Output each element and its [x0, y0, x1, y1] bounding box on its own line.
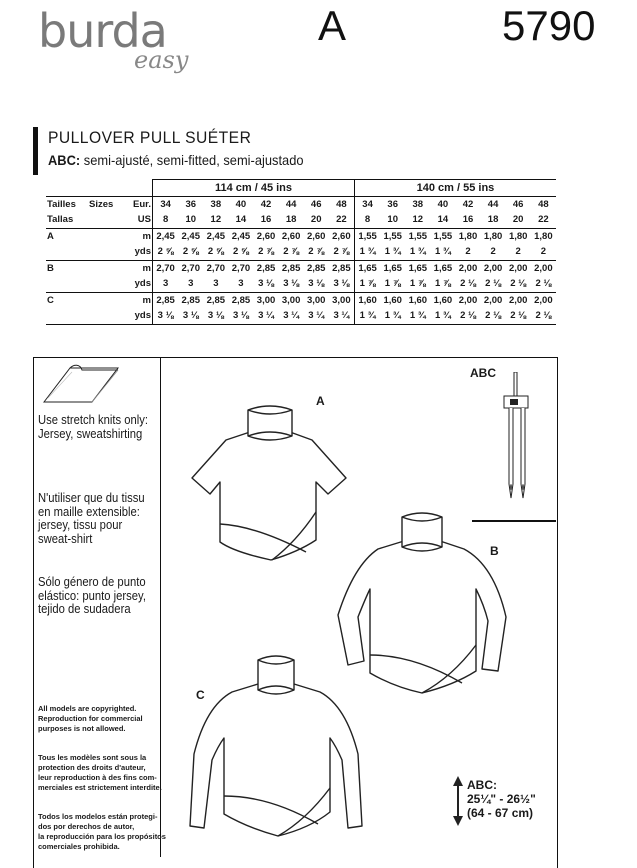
- note-line: tejido de sudadera: [38, 602, 131, 616]
- copyright-line: Todos los modelos están protegi-: [38, 812, 158, 821]
- unit-cell: m: [128, 260, 153, 276]
- yardage-114-cell: 3 ⅛: [258, 278, 274, 290]
- copyright-line: merciales est strictement interdite.: [38, 783, 162, 792]
- tallas-label: Tallas: [47, 214, 74, 226]
- yardage-140-cell: 2 ⅛: [460, 278, 476, 290]
- yardage-114-cell: 3 ⅛: [178, 308, 203, 324]
- size-us-cell: 8: [162, 214, 169, 226]
- size-us-cell: 16: [462, 214, 474, 226]
- yardage-114-cell: 2,70: [203, 260, 228, 276]
- empty-cell: [88, 212, 128, 228]
- width-header-row: [46, 180, 556, 197]
- note-line: Sólo género de punto: [38, 575, 146, 589]
- size-eur-cell: 46: [304, 196, 329, 212]
- yardage-140-cell: 2 ⅛: [455, 308, 480, 324]
- yardage-114-cell: 3 ⅛: [308, 278, 325, 290]
- yardage-row: [46, 276, 556, 292]
- yardage-114-cell: 2 ⅞: [329, 244, 355, 260]
- size-eur-cell: 42: [253, 196, 278, 212]
- yardage-140-cell: 1,65: [380, 260, 405, 276]
- size-eur-row: [46, 196, 556, 212]
- note-line: en maille extensible:: [38, 504, 140, 519]
- yardage-140-cell: 2: [465, 246, 471, 258]
- size-eur-cell: 42: [455, 196, 480, 212]
- yardage-140-cell: 2,00: [531, 292, 556, 308]
- yardage-114-cell: 2,70: [178, 260, 203, 276]
- empty-cell: [88, 180, 128, 197]
- note-line: sweat-shirt: [38, 531, 93, 546]
- sizes-label-en: Sizes: [88, 196, 128, 212]
- size-eur-cell: 48: [531, 196, 556, 212]
- copyright-line: la reproducción para los propósitos: [38, 832, 166, 841]
- yardage-140-cell: 2 ⅛: [506, 308, 531, 324]
- yardage-114-cell: 2 ⅞: [258, 246, 274, 258]
- yardage-140-cell: 1,60: [405, 292, 430, 308]
- size-us-cell: 20: [512, 214, 524, 226]
- size-us-cell: 8: [364, 214, 371, 226]
- fit-text: semi-ajusté, semi-fitted, semi-ajustado: [80, 152, 304, 168]
- yardage-140-cell: 1 ¾: [405, 308, 430, 324]
- view-a-label: A: [316, 394, 325, 408]
- size-us-cell: 14: [437, 214, 449, 226]
- garment-title: PULLOVER PULL SUÉTER: [48, 128, 252, 147]
- yardage-140-cell: 1,55: [405, 228, 430, 244]
- yardage-114-cell: 2 ⅝: [207, 246, 224, 258]
- view-code: [46, 308, 88, 324]
- yardage-140-cell: 2: [515, 246, 521, 258]
- unit-eur: Eur.: [128, 196, 153, 212]
- difficulty-letter: A: [318, 2, 347, 49]
- yardage-140-cell: 1,80: [455, 228, 480, 244]
- yardage-140-cell: 2,00: [481, 260, 506, 276]
- yardage-114-cell: 2 ⅝: [157, 246, 174, 258]
- yardage-114-cell: 2 ⅞: [283, 246, 300, 258]
- yardage-114-cell: 2,60: [329, 228, 355, 244]
- copyright-line: purposes is not allowed.: [38, 724, 126, 733]
- size-eur-cell: 40: [228, 196, 253, 212]
- yardage-114-cell: 2,60: [279, 228, 304, 244]
- length-code: ABC:: [467, 778, 497, 792]
- yardage-114-cell: 3: [213, 278, 219, 290]
- yardage-114-cell: 2,70: [153, 260, 179, 276]
- unit-us: US: [128, 212, 153, 228]
- size-us-cell: 18: [285, 214, 297, 226]
- yardage-140-cell: 1,80: [531, 228, 556, 244]
- yardage-114-cell: 2,60: [253, 228, 278, 244]
- note-line: elástico: punto jersey,: [38, 588, 146, 603]
- yardage-114-cell: 2,85: [203, 292, 228, 308]
- yardage-140-cell: 1 ⅞: [434, 278, 451, 290]
- yardage-114-cell: 3,00: [279, 292, 304, 308]
- yardage-140-cell: 1 ¾: [430, 308, 455, 324]
- unit-cell: m: [128, 292, 153, 308]
- yardage-140-cell: 1 ¾: [384, 246, 401, 258]
- length-arrow-icon: [452, 774, 464, 828]
- fit-code: ABC:: [48, 152, 81, 168]
- yardage-114-cell: 2 ⅞: [308, 246, 325, 258]
- view-c-label: C: [196, 688, 205, 702]
- yardage-row: [46, 292, 556, 308]
- yardage-114-cell: 3 ¼: [279, 308, 304, 324]
- view-code: A: [46, 228, 88, 244]
- yardage-114-cell: 2,45: [153, 228, 179, 244]
- empty-cell: [88, 308, 128, 324]
- empty-cell: [46, 180, 88, 197]
- size-us-cell: 18: [487, 214, 499, 226]
- view-code: [46, 244, 88, 260]
- fabric-bolt-icon: [40, 362, 122, 406]
- yardage-140-cell: 1,60: [354, 292, 380, 308]
- yardage-140-cell: 1,55: [430, 228, 455, 244]
- width-140-header: 140 cm / 55 ins: [354, 180, 556, 197]
- yardage-140-cell: 2 ⅛: [510, 278, 527, 290]
- yardage-row: [46, 244, 556, 260]
- yardage-114-cell: 3,00: [329, 292, 355, 308]
- yardage-140-cell: 1 ¾: [359, 246, 376, 258]
- yardage-114-cell: 3 ⅛: [203, 308, 228, 324]
- copyright-line: All models are copyrighted.: [38, 704, 137, 713]
- yardage-140-cell: 2,00: [531, 260, 556, 276]
- copyright-en: [38, 704, 143, 734]
- yardage-140-cell: 1 ¾: [354, 308, 380, 324]
- yardage-140-cell: 2,00: [481, 292, 506, 308]
- fabric-note-fr: [38, 492, 145, 546]
- yardage-114-cell: 2,45: [178, 228, 203, 244]
- yardage-114-cell: 3 ¼: [253, 308, 278, 324]
- fabric-note-en: [38, 414, 148, 441]
- garment-c-illustration: [186, 650, 366, 850]
- view-b-label: B: [490, 544, 499, 558]
- yardage-114-cell: 2,70: [228, 260, 253, 276]
- yardage-140-cell: 2,00: [455, 292, 480, 308]
- unit-cell: yds: [128, 244, 153, 260]
- view-code: B: [46, 260, 88, 276]
- yardage-114-cell: 2,85: [153, 292, 179, 308]
- yardage-114-cell: 2,85: [329, 260, 355, 276]
- size-eur-cell: 36: [380, 196, 405, 212]
- size-eur-cell: 34: [354, 196, 380, 212]
- yardage-114-cell: 3 ¼: [329, 308, 355, 324]
- yardage-114-cell: 2,85: [304, 260, 329, 276]
- yardage-140-cell: 1,55: [380, 228, 405, 244]
- size-us-row: [46, 212, 556, 228]
- yardage-114-cell: 3 ⅛: [329, 276, 355, 292]
- yardage-140-cell: 1 ¾: [380, 308, 405, 324]
- unit-cell: yds: [128, 276, 153, 292]
- size-eur-cell: 36: [178, 196, 203, 212]
- yardage-140-cell: 1 ⅞: [409, 278, 426, 290]
- yardage-114-cell: 2 ⅝: [182, 246, 199, 258]
- copyright-line: Reproduction for commercial: [38, 714, 143, 723]
- burda-logo: [38, 4, 189, 74]
- size-us-cell: 22: [538, 214, 549, 226]
- yardage-140-cell: 1,55: [354, 228, 380, 244]
- yardage-140-cell: 2 ⅛: [481, 308, 506, 324]
- brand-sub: easy: [134, 46, 189, 74]
- pattern-number: 5790: [502, 2, 596, 49]
- size-eur-cell: 46: [506, 196, 531, 212]
- empty-cell: [88, 260, 128, 276]
- copyright-line: protection des droits d'auteur,: [38, 763, 146, 772]
- copyright-line: dos por derechos de autor,: [38, 822, 135, 831]
- garment-a-illustration: [186, 402, 356, 567]
- empty-cell: [88, 292, 128, 308]
- yardage-140-cell: 1,65: [430, 260, 455, 276]
- yardage-140-cell: 1 ¾: [409, 246, 426, 258]
- yardage-114-cell: 2,85: [253, 260, 278, 276]
- yardage-114-cell: 2,85: [178, 292, 203, 308]
- yardage-row: [46, 308, 556, 324]
- yardage-114-cell: 2,85: [279, 260, 304, 276]
- view-code: [46, 276, 88, 292]
- empty-cell: [88, 276, 128, 292]
- size-us-cell: 20: [310, 214, 322, 226]
- yardage-114-cell: 2,45: [228, 228, 253, 244]
- note-line: jersey, tissu pour: [38, 518, 123, 532]
- yardage-114-cell: 3,00: [304, 292, 329, 308]
- copyright-line: Tous les modèles sont sous la: [38, 753, 147, 762]
- yardage-140-cell: 1 ⅞: [359, 278, 376, 290]
- yardage-140-cell: 2,00: [506, 292, 531, 308]
- length-cm: (64 - 67 cm): [467, 806, 534, 820]
- yardage-114-cell: 3: [238, 278, 244, 290]
- yardage-140-cell: 1 ⅞: [384, 278, 401, 290]
- yardage-114-cell: 3: [188, 278, 194, 290]
- size-eur-cell: 48: [329, 196, 355, 212]
- size-us-cell: 14: [235, 214, 247, 226]
- yardage-114-cell: 3: [162, 278, 169, 290]
- size-eur-cell: 38: [405, 196, 430, 212]
- yardage-row: [46, 260, 556, 276]
- size-us-cell: 10: [185, 214, 197, 226]
- yardage-140-cell: 1,80: [506, 228, 531, 244]
- yardage-140-cell: 1,65: [354, 260, 380, 276]
- yardage-140-cell: 1,60: [380, 292, 405, 308]
- unit-cell: yds: [128, 308, 153, 324]
- size-eur-cell: 34: [153, 196, 179, 212]
- yardage-table: [46, 179, 556, 325]
- empty-cell: [88, 228, 128, 244]
- yardage-140-cell: 2,00: [506, 260, 531, 276]
- note-line: Use stretch knits only:: [38, 413, 149, 427]
- yardage-row: [46, 228, 556, 244]
- fit-description: [48, 152, 304, 168]
- yardage-140-cell: 1,80: [481, 228, 506, 244]
- size-eur-cell: 40: [430, 196, 455, 212]
- length-note: [467, 778, 536, 820]
- copyright-fr: [38, 753, 162, 793]
- yardage-140-cell: 2 ⅛: [535, 278, 552, 290]
- title-accent-bar: [33, 127, 38, 175]
- yardage-140-cell: 2 ⅛: [485, 278, 502, 290]
- sizes-label-fr: Tailles: [46, 196, 88, 212]
- yardage-114-cell: 3 ⅛: [283, 278, 300, 290]
- yardage-140-cell: 1 ¾: [434, 246, 451, 258]
- copyright-line: comerciales prohibida.: [38, 842, 120, 851]
- size-us-cell: 12: [210, 214, 222, 226]
- size-eur-cell: 44: [279, 196, 304, 212]
- yardage-140-cell: 1,65: [405, 260, 430, 276]
- size-us-cell: 12: [412, 214, 424, 226]
- yardage-114-cell: 2,45: [203, 228, 228, 244]
- yardage-114-cell: 3 ¼: [304, 308, 329, 324]
- copyright-line: leur reproduction à des fins com-: [38, 773, 157, 782]
- fabric-note-es: [38, 576, 146, 617]
- note-line: N'utiliser que du tissu: [38, 491, 145, 505]
- unit-cell: m: [128, 228, 153, 244]
- size-us-cell: 22: [329, 212, 355, 228]
- brand-name: burda: [38, 4, 167, 58]
- empty-cell: [128, 180, 153, 197]
- yardage-114-cell: 2,60: [304, 228, 329, 244]
- twin-needle-icon: [500, 372, 536, 502]
- size-us-cell: 16: [260, 214, 272, 226]
- view-code: C: [46, 292, 88, 308]
- yardage-140-cell: 2,00: [455, 260, 480, 276]
- yardage-114-cell: 3 ⅛: [153, 308, 179, 324]
- copyright-es: [38, 812, 166, 852]
- yardage-140-cell: 2: [490, 246, 496, 258]
- width-114-header: 114 cm / 45 ins: [153, 180, 355, 197]
- needle-label: ABC: [470, 366, 496, 380]
- length-inches: 25¼" - 26½": [467, 792, 536, 806]
- size-us-cell: 10: [387, 214, 398, 226]
- yardage-114-cell: 2 ⅝: [233, 246, 249, 258]
- empty-cell: [88, 244, 128, 260]
- yardage-114-cell: 2,85: [228, 292, 253, 308]
- yardage-140-cell: 1,60: [430, 292, 455, 308]
- size-eur-cell: 38: [203, 196, 228, 212]
- yardage-140-cell: 2: [540, 246, 547, 258]
- note-line: Jersey, sweatshirting: [38, 426, 143, 441]
- yardage-140-cell: 2 ⅛: [531, 308, 556, 324]
- yardage-114-cell: 3,00: [253, 292, 278, 308]
- size-eur-cell: 44: [481, 196, 506, 212]
- yardage-114-cell: 3 ⅛: [228, 308, 253, 324]
